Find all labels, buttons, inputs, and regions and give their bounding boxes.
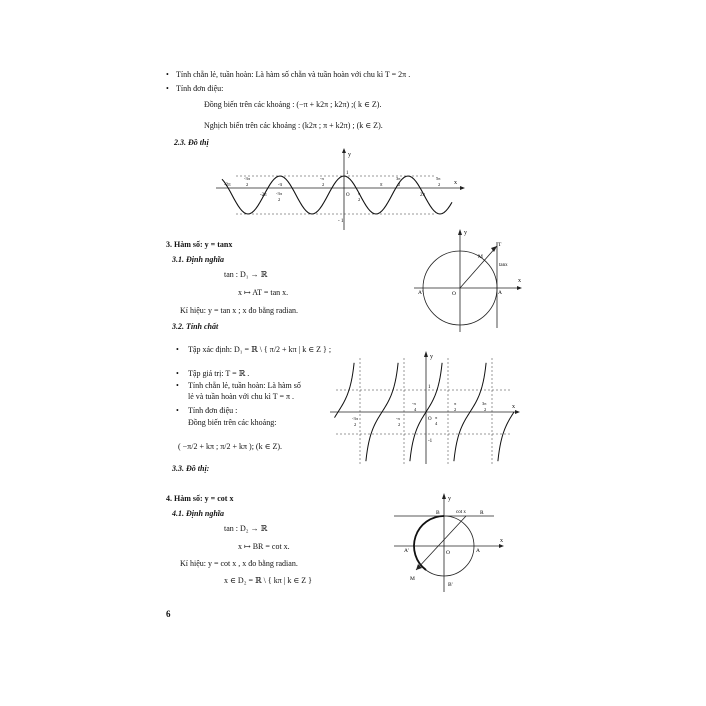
tick-label-1: 1 [428,385,431,390]
cot-domain-line: x ∈ D₂ = ℝ \ { kπ | k ∈ Z } [224,576,312,585]
tan-parity-line1: Tính chẵn lẻ, tuần hoàn: Là hàm số [188,381,301,390]
tick-label-3pi2-top: 3π [396,176,401,181]
y-axis-arrow-icon [424,351,428,357]
cos-graph [216,148,466,230]
tan-branch [498,412,514,461]
tan-graph [330,350,522,466]
tick-label-pi: π [380,183,383,188]
cos-parity-line: Tính chẵn lẻ, tuần hoàn: Là hàm số chẵn và tuần hoàn với chu kì T = 2π . [176,70,411,79]
cot-notation: Kí hiệu: y = cot x , x đo bằng radian. [180,559,298,568]
cot-def-line1: tan : D₂ → ℝ [224,524,268,533]
tick-label-pi4-den: 4 [435,421,438,426]
tick-label-neg-pi: -π [278,183,283,188]
tick-label-pi4: π [435,415,438,420]
bullet-icon: • [166,84,169,93]
bullet-icon: • [176,406,179,415]
tick-label-5pi2-top-den: 2 [438,182,441,187]
bullet-icon: • [176,369,179,378]
tick-label-3pi2-top-den: 2 [398,182,401,187]
tan-parity-line2: lẻ và tuần hoàn với chu kì T = π . [188,392,295,401]
cos-decreasing-line: Nghịch biến trên các khoảng : (k2π ; π + k2π) ; (k ∈ Z). [204,121,383,130]
tanx-label: tanx [499,263,508,268]
tick-label-5pi2-top: 5π [436,176,441,181]
ray-arrow-icon [491,246,497,252]
tick-label-pi2-bot: π [358,191,361,196]
bullet-icon: • [176,345,179,354]
cot-def-line2: x ↦ BR = cot x. [238,542,290,551]
a-prime-label: A' [418,290,423,296]
tan-def-heading: 3.1. Định nghĩa [172,255,225,264]
tick-label-neg-3pi2-bot-den: 2 [278,197,281,202]
tick-label-1: 1 [346,171,349,176]
tan-notation: Kí hiệu: y = tan x ; x đo bằng radian. [180,306,299,315]
cos-curve [222,176,452,214]
y-label: y [448,496,451,502]
origin-label: O [428,417,432,422]
t-label: T [498,242,502,248]
tick-label-neg-pi2: -π [396,416,400,421]
tick-label-neg-pi2-den: 2 [398,422,401,427]
bullet-icon: • [166,70,169,79]
tick-label-neg-2pi-top: -2π [224,183,231,188]
cos-graph-heading: 2.3. Đồ thị [174,138,209,147]
x-axis-arrow-icon [515,410,520,414]
tick-label-neg-pi4-den: 4 [414,407,417,412]
ray-om [460,246,497,288]
m-label: M [410,576,415,582]
origin-label: O [446,550,450,556]
x-axis-arrow-icon [499,544,504,548]
x-label: x [454,180,457,186]
tick-label-neg-3pi2-bot: -3π [276,191,283,196]
tick-label-neg-3pi2-den: 2 [354,422,357,427]
tan-def-line1: tan : D₁ → ℝ [224,270,268,279]
tan-monotonic-label: Tính đơn điệu : [188,406,238,415]
tick-label-neg-1: - 1 [338,219,344,224]
tick-label-3pi2: 3π [482,401,487,406]
b-prime-label: B' [448,582,453,588]
y-axis-arrow-icon [442,493,446,499]
tan-circle-diagram [414,228,524,334]
bullet-icon: • [176,381,179,390]
tick-label-neg-2pi-bot: -2π [260,193,267,198]
tick-label-neg-3pi2-top: -3π [244,176,251,181]
cot-heading: 4. Hàm số: y = cot x [166,494,234,503]
tick-label-neg-pi2-top: -π [320,176,324,181]
a-label: A [498,290,502,296]
a-prime-label: A' [404,548,409,554]
tick-label-neg-pi2-top-den: 2 [322,182,325,187]
x-label: x [518,278,521,284]
arc-highlight [414,516,444,570]
tan-heading: 3. Hàm số: y = tanx [166,240,233,249]
y-axis-arrow-icon [458,229,462,235]
tan-graph-heading: 3.3. Đồ thị: [172,464,210,473]
tick-label-3pi2-den: 2 [484,407,487,412]
cot-def-heading: 4.1. Định nghĩa [172,509,225,518]
tick-label-neg-3pi2-top-den: 2 [246,182,249,187]
tan-domain-line: Tập xác định: D₁ = ℝ \ { π/2 + kπ | k ∈ Z } ; [188,345,332,354]
tick-label-pi2-bot-den: 2 [358,197,361,202]
tan-def-line2: x ↦ AT = tan x. [238,288,289,297]
y-label: y [348,152,351,158]
x-label: x [500,538,503,544]
tick-label-pi2: π [454,401,457,406]
y-label: y [464,230,467,236]
a-label: A [476,548,480,554]
tick-label-neg-1: -1 [428,439,433,444]
tan-increasing-label: Đồng biến trên các khoảng: [188,418,277,427]
x-axis-arrow-icon [517,286,522,290]
cos-increasing-line: Đồng biến trên các khoảng : (−π + k2π ; k2π) ;( k ∈ Z). [204,100,382,109]
y-label: y [430,354,433,360]
tick-label-neg-pi4: -π [412,401,416,406]
tick-label-pi2-den: 2 [454,407,457,412]
cot-circle-diagram [394,492,510,596]
origin-label: O [452,291,456,297]
b-label: B [436,510,440,516]
tick-label-2pi: 2π [420,193,426,198]
m-label: M [478,254,483,260]
y-axis-arrow-icon [342,148,346,153]
tan-range-line: Tập giá trị: T = ℝ . [188,369,250,378]
page-number: 6 [166,609,171,619]
tan-increasing-interval: ( −π/2 + kπ ; π/2 + kπ ); (k ∈ Z). [178,442,283,451]
x-axis-arrow-icon [460,186,465,190]
cotx-label: cot x [456,510,466,515]
tick-label-neg-3pi2: -3π [352,416,359,421]
cos-monotonic-label: Tính đơn điệu: [176,84,224,93]
tan-props-heading: 3.2. Tính chất [172,322,219,331]
origin-label: O [346,193,350,198]
r-label: R [480,510,484,516]
x-label: x [512,404,515,410]
